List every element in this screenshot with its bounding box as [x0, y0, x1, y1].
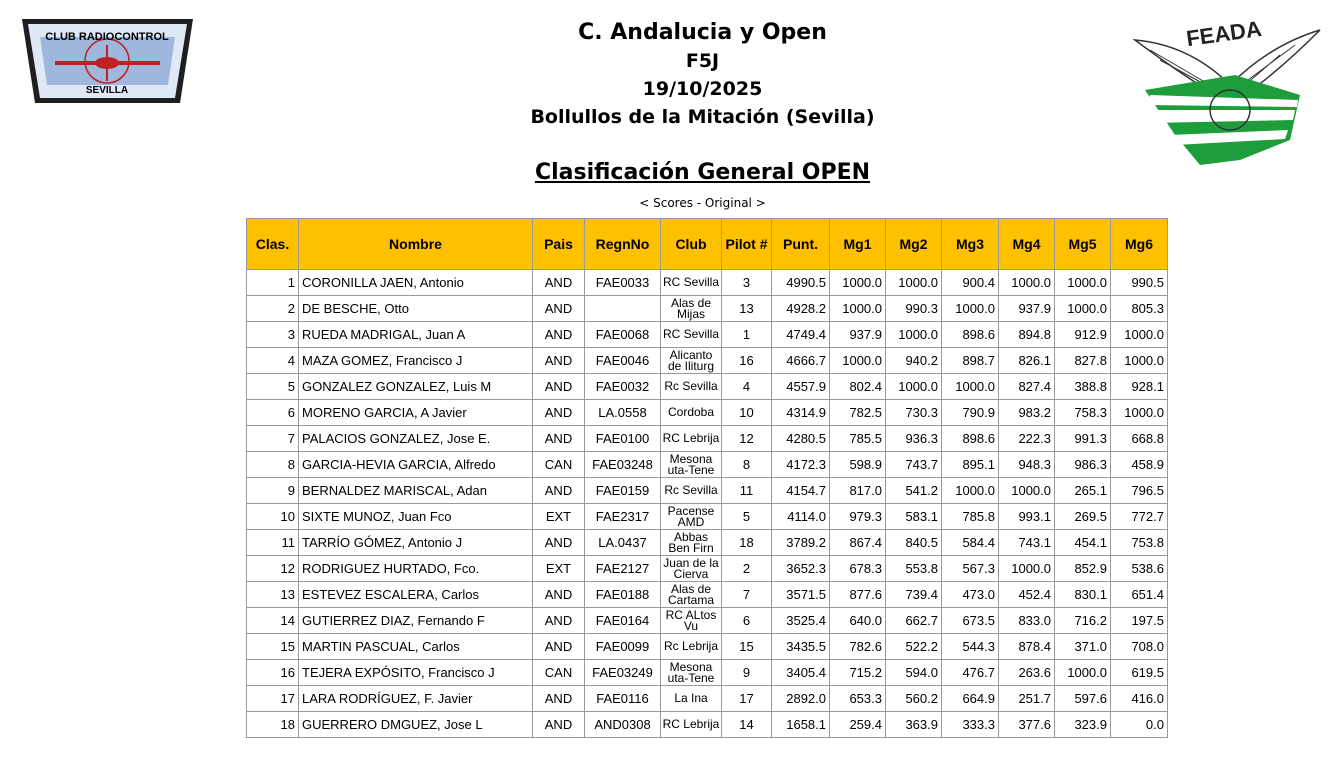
cell-mg1: 782.5	[830, 400, 886, 426]
cell-mg5: 269.5	[1055, 504, 1111, 530]
cell-punt: 4928.2	[772, 296, 830, 322]
cell-mg5: 323.9	[1055, 712, 1111, 738]
event-location: Bollullos de la Mitación (Sevilla)	[530, 106, 875, 128]
cell-pilot: 11	[722, 478, 772, 504]
cell-mg6: 772.7	[1111, 504, 1168, 530]
header-col-mg2: Mg2	[886, 219, 942, 270]
cell-nombre: MAZA GOMEZ, Francisco J	[299, 348, 533, 374]
cell-mg4: 993.1	[999, 504, 1055, 530]
cell-regnno: FAE03249	[585, 660, 661, 686]
cell-mg5: 852.9	[1055, 556, 1111, 582]
cell-nombre: TEJERA EXPÓSITO, Francisco J	[299, 660, 533, 686]
cell-mg4: 1000.0	[999, 556, 1055, 582]
cell-nombre: DE BESCHE, Otto	[299, 296, 533, 322]
cell-mg2: 739.4	[886, 582, 942, 608]
cell-pais: AND	[533, 270, 585, 296]
cell-mg3: 900.4	[942, 270, 999, 296]
cell-mg2: 541.2	[886, 478, 942, 504]
cell-club: Cordoba	[661, 400, 722, 426]
cell-mg6: 458.9	[1111, 452, 1168, 478]
cell-regnno: FAE0033	[585, 270, 661, 296]
cell-clas: 14	[247, 608, 299, 634]
cell-mg5: 827.8	[1055, 348, 1111, 374]
cell-mg6: 538.6	[1111, 556, 1168, 582]
cell-mg5: 597.6	[1055, 686, 1111, 712]
cell-mg3: 673.5	[942, 608, 999, 634]
cell-punt: 4280.5	[772, 426, 830, 452]
cell-mg2: 583.1	[886, 504, 942, 530]
cell-regnno: FAE0116	[585, 686, 661, 712]
cell-pilot: 5	[722, 504, 772, 530]
table-row	[247, 296, 1168, 322]
cell-mg2: 840.5	[886, 530, 942, 556]
cell-pilot: 18	[722, 530, 772, 556]
table-row	[247, 504, 1168, 530]
header-col-punt: Punt.	[772, 219, 830, 270]
cell-mg5: 1000.0	[1055, 296, 1111, 322]
cell-mg2: 522.2	[886, 634, 942, 660]
cell-clas: 6	[247, 400, 299, 426]
cell-mg6: 197.5	[1111, 608, 1168, 634]
cell-mg3: 473.0	[942, 582, 999, 608]
cell-mg3: 584.4	[942, 530, 999, 556]
header-col-club: Club	[661, 219, 722, 270]
logo-left-top-text: CLUB RADIOCONTROL	[45, 31, 169, 43]
cell-punt: 1658.1	[772, 712, 830, 738]
cell-mg2: 730.3	[886, 400, 942, 426]
cell-regnno: FAE0046	[585, 348, 661, 374]
cell-punt: 3405.4	[772, 660, 830, 686]
cell-mg6: 805.3	[1111, 296, 1168, 322]
cell-regnno: FAE0164	[585, 608, 661, 634]
cell-mg3: 898.6	[942, 426, 999, 452]
table-row	[247, 712, 1168, 738]
cell-pilot: 6	[722, 608, 772, 634]
cell-nombre: ESTEVEZ ESCALERA, Carlos	[299, 582, 533, 608]
cell-mg3: 1000.0	[942, 374, 999, 400]
table-row	[247, 400, 1168, 426]
table-header-row	[247, 219, 1168, 270]
cell-regnno: FAE03248	[585, 452, 661, 478]
cell-pais: CAN	[533, 452, 585, 478]
cell-pais: AND	[533, 322, 585, 348]
cell-punt: 3435.5	[772, 634, 830, 660]
cell-nombre: GARCIA-HEVIA GARCIA, Alfredo	[299, 452, 533, 478]
cell-club: Pacense AMD	[661, 504, 722, 530]
cell-regnno	[585, 296, 661, 322]
cell-nombre: BERNALDEZ MARISCAL, Adan	[299, 478, 533, 504]
cell-pilot: 2	[722, 556, 772, 582]
cell-punt: 4154.7	[772, 478, 830, 504]
cell-pais: AND	[533, 478, 585, 504]
cell-clas: 1	[247, 270, 299, 296]
header-col-mg3: Mg3	[942, 219, 999, 270]
cell-mg1: 259.4	[830, 712, 886, 738]
cell-regnno: FAE0159	[585, 478, 661, 504]
cell-pilot: 7	[722, 582, 772, 608]
cell-mg5: 454.1	[1055, 530, 1111, 556]
cell-pais: AND	[533, 608, 585, 634]
header-col-mg6: Mg6	[1111, 219, 1168, 270]
cell-mg2: 553.8	[886, 556, 942, 582]
cell-mg4: 1000.0	[999, 270, 1055, 296]
cell-nombre: GUERRERO DMGUEZ, Jose L	[299, 712, 533, 738]
cell-mg5: 265.1	[1055, 478, 1111, 504]
cell-nombre: PALACIOS GONZALEZ, Jose E.	[299, 426, 533, 452]
cell-club: RC Lebrija	[661, 426, 722, 452]
logo-right-text: FEADA	[1184, 15, 1264, 52]
cell-mg2: 743.7	[886, 452, 942, 478]
cell-club: Mesona uta-Tene	[661, 452, 722, 478]
cell-clas: 12	[247, 556, 299, 582]
table-row	[247, 270, 1168, 296]
cell-mg3: 476.7	[942, 660, 999, 686]
cell-mg1: 1000.0	[830, 348, 886, 374]
results-table	[246, 218, 1168, 738]
cell-mg1: 653.3	[830, 686, 886, 712]
cell-club: RC Sevilla	[661, 322, 722, 348]
cell-punt: 4314.9	[772, 400, 830, 426]
table-row	[247, 660, 1168, 686]
cell-club: La Ina	[661, 686, 722, 712]
table-row	[247, 348, 1168, 374]
cell-regnno: FAE0188	[585, 582, 661, 608]
cell-mg5: 830.1	[1055, 582, 1111, 608]
cell-club: Rc Sevilla	[661, 478, 722, 504]
cell-mg3: 898.6	[942, 322, 999, 348]
event-title: C. Andalucia y Open	[578, 20, 827, 45]
cell-mg6: 990.5	[1111, 270, 1168, 296]
cell-mg2: 1000.0	[886, 322, 942, 348]
cell-mg6: 753.8	[1111, 530, 1168, 556]
header-col-mg5: Mg5	[1055, 219, 1111, 270]
cell-mg5: 986.3	[1055, 452, 1111, 478]
cell-punt: 4172.3	[772, 452, 830, 478]
table-row	[247, 608, 1168, 634]
cell-club: Rc Lebrija	[661, 634, 722, 660]
cell-pais: EXT	[533, 504, 585, 530]
header-col-nombre: Nombre	[299, 219, 533, 270]
cell-club: RC ALtos Vu	[661, 608, 722, 634]
cell-clas: 15	[247, 634, 299, 660]
cell-pilot: 14	[722, 712, 772, 738]
cell-punt: 4990.5	[772, 270, 830, 296]
cell-pilot: 12	[722, 426, 772, 452]
cell-punt: 3525.4	[772, 608, 830, 634]
cell-regnno: LA.0558	[585, 400, 661, 426]
event-date: 19/10/2025	[642, 78, 763, 100]
cell-clas: 16	[247, 660, 299, 686]
cell-clas: 3	[247, 322, 299, 348]
cell-punt: 3652.3	[772, 556, 830, 582]
cell-mg4: 983.2	[999, 400, 1055, 426]
cell-regnno: LA.0437	[585, 530, 661, 556]
cell-mg5: 1000.0	[1055, 660, 1111, 686]
cell-pilot: 13	[722, 296, 772, 322]
cell-mg5: 716.2	[1055, 608, 1111, 634]
cell-clas: 10	[247, 504, 299, 530]
cell-nombre: MORENO GARCIA, A Javier	[299, 400, 533, 426]
cell-punt: 4114.0	[772, 504, 830, 530]
scores-label: < Scores - Original >	[639, 196, 766, 210]
cell-mg1: 1000.0	[830, 270, 886, 296]
cell-pais: EXT	[533, 556, 585, 582]
cell-regnno: FAE2317	[585, 504, 661, 530]
cell-pilot: 3	[722, 270, 772, 296]
table-row	[247, 478, 1168, 504]
table-row	[247, 322, 1168, 348]
cell-pilot: 10	[722, 400, 772, 426]
table-row	[247, 426, 1168, 452]
cell-clas: 17	[247, 686, 299, 712]
cell-pais: AND	[533, 582, 585, 608]
cell-punt: 2892.0	[772, 686, 830, 712]
cell-mg6: 619.5	[1111, 660, 1168, 686]
cell-nombre: RUEDA MADRIGAL, Juan A	[299, 322, 533, 348]
table-row	[247, 556, 1168, 582]
cell-pilot: 1	[722, 322, 772, 348]
cell-mg4: 826.1	[999, 348, 1055, 374]
cell-mg2: 1000.0	[886, 374, 942, 400]
cell-mg1: 678.3	[830, 556, 886, 582]
cell-nombre: CORONILLA JAEN, Antonio	[299, 270, 533, 296]
cell-regnno: FAE0099	[585, 634, 661, 660]
cell-nombre: GUTIERREZ DIAZ, Fernando F	[299, 608, 533, 634]
cell-mg3: 567.3	[942, 556, 999, 582]
cell-mg2: 560.2	[886, 686, 942, 712]
cell-pais: AND	[533, 348, 585, 374]
classification-title: Clasificación General OPEN	[534, 160, 871, 185]
cell-pais: AND	[533, 426, 585, 452]
cell-pais: CAN	[533, 660, 585, 686]
cell-mg4: 937.9	[999, 296, 1055, 322]
cell-club: Mesona uta-Tene	[661, 660, 722, 686]
cell-pilot: 17	[722, 686, 772, 712]
cell-club: Juan de la Cierva	[661, 556, 722, 582]
table-row	[247, 530, 1168, 556]
cell-pais: AND	[533, 374, 585, 400]
table-row	[247, 452, 1168, 478]
header-col-clas: Clas.	[247, 219, 299, 270]
cell-mg5: 388.8	[1055, 374, 1111, 400]
cell-pais: AND	[533, 686, 585, 712]
cell-nombre: LARA RODRÍGUEZ, F. Javier	[299, 686, 533, 712]
cell-mg1: 802.4	[830, 374, 886, 400]
header-col-regnno: RegnNo	[585, 219, 661, 270]
cell-nombre: GONZALEZ GONZALEZ, Luis M	[299, 374, 533, 400]
logo-left-bottom-text: SEVILLA	[85, 85, 129, 96]
cell-mg4: 743.1	[999, 530, 1055, 556]
cell-regnno: FAE0032	[585, 374, 661, 400]
cell-mg3: 1000.0	[942, 296, 999, 322]
cell-mg5: 991.3	[1055, 426, 1111, 452]
cell-mg4: 251.7	[999, 686, 1055, 712]
cell-mg6: 668.8	[1111, 426, 1168, 452]
cell-mg3: 895.1	[942, 452, 999, 478]
cell-punt: 3789.2	[772, 530, 830, 556]
cell-club: Alicanto de Iliturg	[661, 348, 722, 374]
cell-mg3: 790.9	[942, 400, 999, 426]
cell-mg3: 1000.0	[942, 478, 999, 504]
cell-mg6: 651.4	[1111, 582, 1168, 608]
cell-punt: 4666.7	[772, 348, 830, 374]
cell-mg6: 0.0	[1111, 712, 1168, 738]
table-row	[247, 582, 1168, 608]
header-col-mg4: Mg4	[999, 219, 1055, 270]
cell-mg5: 758.3	[1055, 400, 1111, 426]
cell-club: Abbas Ben Firn	[661, 530, 722, 556]
cell-mg3: 333.3	[942, 712, 999, 738]
cell-mg4: 222.3	[999, 426, 1055, 452]
cell-mg4: 1000.0	[999, 478, 1055, 504]
cell-mg1: 979.3	[830, 504, 886, 530]
cell-clas: 13	[247, 582, 299, 608]
cell-regnno: FAE2127	[585, 556, 661, 582]
cell-regnno: AND0308	[585, 712, 661, 738]
cell-mg1: 937.9	[830, 322, 886, 348]
cell-mg3: 785.8	[942, 504, 999, 530]
cell-mg3: 544.3	[942, 634, 999, 660]
cell-clas: 2	[247, 296, 299, 322]
cell-club: Alas de Mijas	[661, 296, 722, 322]
cell-pais: AND	[533, 712, 585, 738]
cell-regnno: FAE0100	[585, 426, 661, 452]
cell-nombre: TARRÍO GÓMEZ, Antonio J	[299, 530, 533, 556]
cell-clas: 8	[247, 452, 299, 478]
event-header	[0, 15, 1335, 131]
cell-pilot: 8	[722, 452, 772, 478]
cell-mg4: 878.4	[999, 634, 1055, 660]
cell-club: Rc Sevilla	[661, 374, 722, 400]
cell-clas: 4	[247, 348, 299, 374]
cell-mg1: 867.4	[830, 530, 886, 556]
cell-club: RC Lebrija	[661, 712, 722, 738]
cell-mg6: 928.1	[1111, 374, 1168, 400]
table-row	[247, 686, 1168, 712]
cell-mg4: 948.3	[999, 452, 1055, 478]
cell-club: RC Sevilla	[661, 270, 722, 296]
cell-mg4: 827.4	[999, 374, 1055, 400]
header-col-mg1: Mg1	[830, 219, 886, 270]
cell-pilot: 15	[722, 634, 772, 660]
cell-pais: AND	[533, 400, 585, 426]
cell-mg4: 377.6	[999, 712, 1055, 738]
cell-mg1: 715.2	[830, 660, 886, 686]
cell-punt: 3571.5	[772, 582, 830, 608]
cell-mg2: 990.3	[886, 296, 942, 322]
cell-nombre: SIXTE MUNOZ, Juan Fco	[299, 504, 533, 530]
cell-pilot: 9	[722, 660, 772, 686]
cell-mg2: 594.0	[886, 660, 942, 686]
cell-mg1: 1000.0	[830, 296, 886, 322]
cell-mg2: 363.9	[886, 712, 942, 738]
table-row	[247, 634, 1168, 660]
cell-mg6: 416.0	[1111, 686, 1168, 712]
cell-clas: 9	[247, 478, 299, 504]
cell-mg6: 796.5	[1111, 478, 1168, 504]
cell-mg3: 898.7	[942, 348, 999, 374]
cell-club: Alas de Cartama	[661, 582, 722, 608]
table-row	[247, 374, 1168, 400]
cell-mg6: 1000.0	[1111, 400, 1168, 426]
cell-mg4: 263.6	[999, 660, 1055, 686]
cell-clas: 7	[247, 426, 299, 452]
cell-clas: 11	[247, 530, 299, 556]
header-col-pilot: Pilot #	[722, 219, 772, 270]
cell-mg5: 371.0	[1055, 634, 1111, 660]
cell-nombre: MARTIN PASCUAL, Carlos	[299, 634, 533, 660]
cell-mg1: 640.0	[830, 608, 886, 634]
cell-mg5: 1000.0	[1055, 270, 1111, 296]
cell-mg1: 598.9	[830, 452, 886, 478]
cell-mg6: 708.0	[1111, 634, 1168, 660]
cell-clas: 18	[247, 712, 299, 738]
cell-mg3: 664.9	[942, 686, 999, 712]
cell-mg2: 936.3	[886, 426, 942, 452]
cell-mg4: 894.8	[999, 322, 1055, 348]
cell-pais: AND	[533, 634, 585, 660]
cell-mg2: 662.7	[886, 608, 942, 634]
cell-mg6: 1000.0	[1111, 322, 1168, 348]
cell-mg4: 452.4	[999, 582, 1055, 608]
cell-mg1: 877.6	[830, 582, 886, 608]
cell-punt: 4557.9	[772, 374, 830, 400]
cell-mg5: 912.9	[1055, 322, 1111, 348]
cell-mg1: 817.0	[830, 478, 886, 504]
cell-mg1: 785.5	[830, 426, 886, 452]
cell-pilot: 4	[722, 374, 772, 400]
cell-nombre: RODRIGUEZ HURTADO, Fco.	[299, 556, 533, 582]
cell-clas: 5	[247, 374, 299, 400]
cell-mg2: 1000.0	[886, 270, 942, 296]
cell-mg2: 940.2	[886, 348, 942, 374]
header-col-pais: Pais	[533, 219, 585, 270]
cell-regnno: FAE0068	[585, 322, 661, 348]
cell-mg1: 782.6	[830, 634, 886, 660]
cell-pilot: 16	[722, 348, 772, 374]
event-category: F5J	[685, 50, 720, 72]
cell-pais: AND	[533, 296, 585, 322]
cell-mg4: 833.0	[999, 608, 1055, 634]
cell-mg6: 1000.0	[1111, 348, 1168, 374]
table-body	[247, 270, 1168, 738]
cell-punt: 4749.4	[772, 322, 830, 348]
cell-pais: AND	[533, 530, 585, 556]
